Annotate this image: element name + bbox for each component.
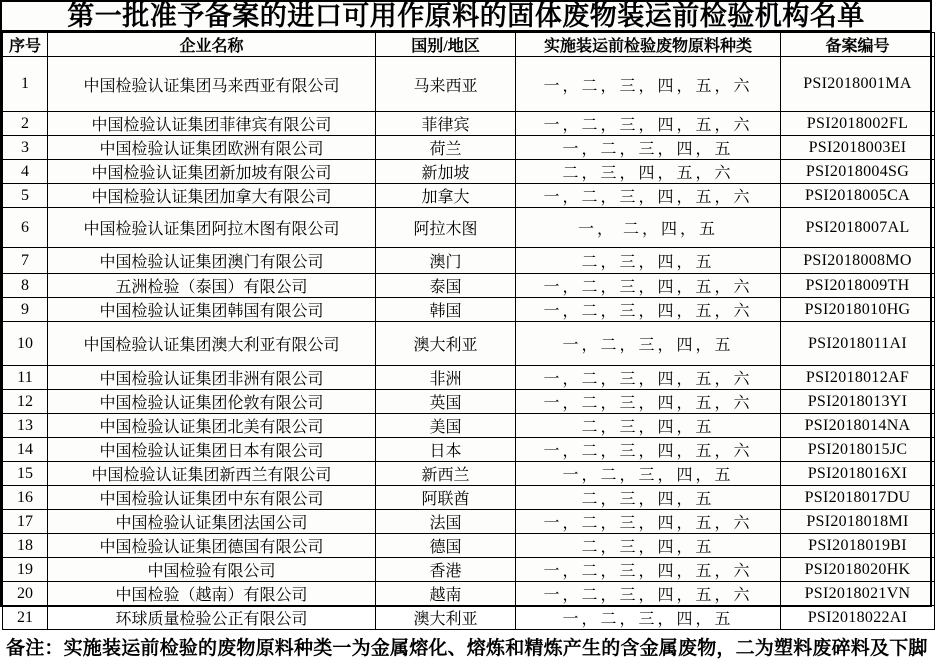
code-cell: PSI2018007AL [781,208,935,248]
types-cell: 一，二，三，四，五，六 [516,510,781,534]
country-cell: 非洲 [376,366,516,390]
code-cell: PSI2018019BI [781,534,935,558]
table-row [3,534,935,558]
serial-cell: 8 [3,274,48,298]
company-cell: 环球质量检验公正有限公司 [48,606,376,630]
company-cell: 中国检验认证集团马来西亚有限公司 [48,57,376,112]
code-cell: PSI2018013YI [781,390,935,414]
company-cell: 中国检验认证集团菲律宾有限公司 [48,112,376,136]
code-cell: PSI2018004SG [781,160,935,184]
country-cell: 泰国 [376,274,516,298]
code-cell: PSI2018017DU [781,486,935,510]
serial-cell: 11 [3,366,48,390]
code-cell: PSI2018010HG [781,298,935,322]
code-cell: PSI2018012AF [781,366,935,390]
serial-cell: 1 [3,57,48,112]
types-cell: 二，三，四，五 [516,486,781,510]
country-cell: 新西兰 [376,462,516,486]
company-cell: 中国检验认证集团德国有限公司 [48,534,376,558]
country-cell: 美国 [376,414,516,438]
country-cell: 韩国 [376,298,516,322]
types-cell: 一，二，三，四，五，六 [516,57,781,112]
code-cell: PSI2018003EI [781,136,935,160]
code-cell: PSI2018011AI [781,322,935,366]
page-title: 第一批准予备案的进口可用作原料的固体废物装运前检验机构名单 [2,2,930,32]
column-header-country: 国别/地区 [376,33,516,57]
types-cell: 一，二，三，四，五，六 [516,274,781,298]
table-row [3,57,935,112]
types-cell: 一，二，三，四，五，六 [516,298,781,322]
serial-cell: 6 [3,208,48,248]
table-row [3,462,935,486]
code-cell: PSI2018021VN [781,582,935,606]
company-cell: 中国检验认证集团阿拉木图有限公司 [48,208,376,248]
company-cell: 中国检验认证集团中东有限公司 [48,486,376,510]
serial-cell: 21 [3,606,48,630]
country-cell: 阿拉木图 [376,208,516,248]
serial-cell: 17 [3,510,48,534]
table-header-row [3,33,935,57]
types-cell: 二，三，四，五 [516,414,781,438]
table-row [3,112,935,136]
code-cell: PSI2018022AI [781,606,935,630]
types-cell: 一，二，三，四，五，六 [516,438,781,462]
country-cell: 香港 [376,558,516,582]
country-cell: 法国 [376,510,516,534]
country-cell: 新加坡 [376,160,516,184]
types-cell: 一，二，三，四，五 [516,606,781,630]
column-header-code: 备案编号 [781,33,935,57]
column-header-serial: 序号 [3,33,48,57]
country-cell: 澳大利亚 [376,322,516,366]
country-cell: 荷兰 [376,136,516,160]
types-cell: 一，二，三，四，五 [516,462,781,486]
table-row [3,274,935,298]
types-cell: 一，二，三，四，五，六 [516,582,781,606]
code-cell: PSI2018001MA [781,57,935,112]
company-cell: 中国检验认证集团加拿大有限公司 [48,184,376,208]
serial-cell: 20 [3,582,48,606]
table-row [3,438,935,462]
company-cell: 中国检验认证集团非洲有限公司 [48,366,376,390]
code-cell: PSI2018005CA [781,184,935,208]
serial-cell: 14 [3,438,48,462]
types-cell: 一，二，三，四，五，六 [516,184,781,208]
company-cell: 中国检验认证集团澳门有限公司 [48,248,376,274]
code-cell: PSI2018015JC [781,438,935,462]
serial-cell: 9 [3,298,48,322]
serial-cell: 2 [3,112,48,136]
column-header-types: 实施装运前检验废物原料种类 [516,33,781,57]
serial-cell: 18 [3,534,48,558]
serial-cell: 4 [3,160,48,184]
country-cell: 菲律宾 [376,112,516,136]
country-cell: 马来西亚 [376,57,516,112]
country-cell: 德国 [376,534,516,558]
country-cell: 澳大利亚 [376,606,516,630]
types-cell: 二，三，四，五 [516,534,781,558]
types-cell: 二，三，四，五 [516,248,781,274]
code-cell: PSI2018008MO [781,248,935,274]
code-cell: PSI2018002FL [781,112,935,136]
table-row [3,606,935,630]
table-row [3,582,935,606]
country-cell: 加拿大 [376,184,516,208]
table-row [3,208,935,248]
code-cell: PSI2018014NA [781,414,935,438]
company-cell: 中国检验认证集团北美有限公司 [48,414,376,438]
table-row [3,390,935,414]
company-cell: 中国检验认证集团法国公司 [48,510,376,534]
company-cell: 中国检验有限公司 [48,558,376,582]
code-cell: PSI2018020HK [781,558,935,582]
serial-cell: 7 [3,248,48,274]
types-cell: 一，二，三，四，五，六 [516,366,781,390]
country-cell: 越南 [376,582,516,606]
types-cell: 一，二，三，四，五 [516,322,781,366]
serial-cell: 16 [3,486,48,510]
types-cell: 一，二，三，四，五，六 [516,112,781,136]
table-row [3,366,935,390]
inspection-agencies-table [2,32,935,630]
country-cell: 澳门 [376,248,516,274]
company-cell: 中国检验（越南）有限公司 [48,582,376,606]
country-cell: 阿联酋 [376,486,516,510]
company-cell: 五洲检验（泰国）有限公司 [48,274,376,298]
footnote: 备注：实施装运前检验的废物原料种类一为金属熔化、熔炼和精炼产生的含金属废物，二为塑料废碎料及下脚 [6,638,928,659]
company-cell: 中国检验认证集团日本有限公司 [48,438,376,462]
table-row [3,298,935,322]
company-cell: 中国检验认证集团韩国有限公司 [48,298,376,322]
company-cell: 中国检验认证集团欧洲有限公司 [48,136,376,160]
serial-cell: 12 [3,390,48,414]
serial-cell: 10 [3,322,48,366]
table-row [3,136,935,160]
code-cell: PSI2018009TH [781,274,935,298]
company-cell: 中国检验认证集团澳大利亚有限公司 [48,322,376,366]
table-row [3,322,935,366]
table-row [3,510,935,534]
types-cell: 一，二，三，四，五，六 [516,390,781,414]
serial-cell: 3 [3,136,48,160]
table-row [3,486,935,510]
table-row [3,414,935,438]
types-cell: 二，三，四，五，六 [516,160,781,184]
types-cell: 一，二，三，四，五，六 [516,558,781,582]
types-cell: 一，二，三，四，五 [516,136,781,160]
types-cell: 一， 二，四，五 [516,208,781,248]
company-cell: 中国检验认证集团新加坡有限公司 [48,160,376,184]
table-row [3,184,935,208]
serial-cell: 15 [3,462,48,486]
code-cell: PSI2018018MI [781,510,935,534]
table-row [3,248,935,274]
company-cell: 中国检验认证集团伦敦有限公司 [48,390,376,414]
country-cell: 日本 [376,438,516,462]
serial-cell: 19 [3,558,48,582]
column-header-company: 企业名称 [48,33,376,57]
table-row [3,558,935,582]
table-row [3,160,935,184]
country-cell: 英国 [376,390,516,414]
company-cell: 中国检验认证集团新西兰有限公司 [48,462,376,486]
code-cell: PSI2018016XI [781,462,935,486]
serial-cell: 5 [3,184,48,208]
serial-cell: 13 [3,414,48,438]
